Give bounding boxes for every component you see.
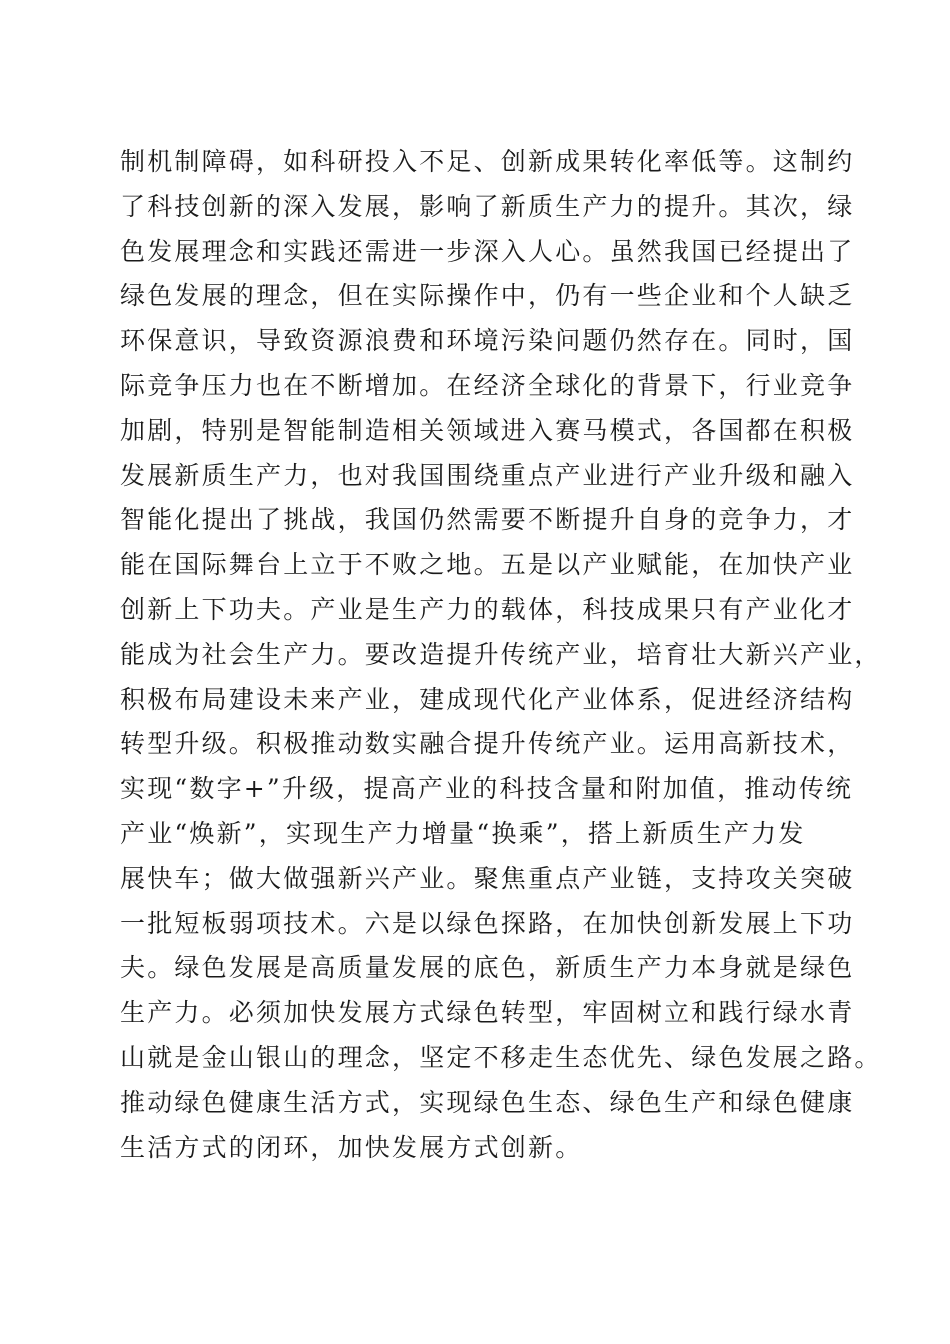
text-line-15: 实现“数字+”升级，提高产业的科技含量和附加值，推动传统 [120,774,854,804]
text-line-4: 绿色发展的理念，但在实际操作中，仍有一些企业和个人缺乏 [120,281,855,311]
text-line-14: 转型升级。积极推动数实融合提升传统产业。运用高新技术， [120,729,855,759]
body-text [120,140,882,1170]
text-line-11: 创新上下功夫。产业是生产力的载体，科技成果只有产业化才 [120,594,855,624]
text-line-20: 生产力。必须加快发展方式绿色转型，牢固树立和践行绿水青 [120,998,855,1028]
text-line-17: 展快车；做大做强新兴产业。聚焦重点产业链，支持攻关突破 [120,863,855,893]
text-line-3: 色发展理念和实践还需进一步深入人心。虽然我国已经提出了 [120,236,855,266]
text-line-22: 推动绿色健康生活方式，实现绿色生态、绿色生产和绿色健康 [120,1087,855,1117]
text-line-7: 加剧，特别是智能制造相关领域进入赛马模式，各国都在积极 [120,415,855,445]
text-line-19: 夫。绿色发展是高质量发展的底色，新质生产力本身就是绿色 [120,953,855,983]
text-line-13: 积极布局建设未来产业，建成现代化产业体系，促进经济结构 [120,684,855,714]
text-line-9: 智能化提出了挑战，我国仍然需要不断提升自身的竞争力，才 [120,505,855,535]
text-line-21: 山就是金山银山的理念，坚定不移走生态优先、绿色发展之路。 [120,1042,882,1072]
text-line-8: 发展新质生产力，也对我国围绕重点产业进行产业升级和融入 [120,460,855,490]
text-line-1: 制机制障碍，如科研投入不足、创新成果转化率低等。这制约 [120,147,855,176]
text-line-10: 能在国际舞台上立于不败之地。五是以产业赋能，在加快产业 [120,550,855,580]
text-line-5: 环保意识，导致资源浪费和环境污染问题仍然存在。同时，国 [120,326,855,356]
text-line-12: 能成为社会生产力。要改造提升传统产业，培育壮大新兴产业， [120,639,882,669]
text-line-2: 了科技创新的深入发展，影响了新质生产力的提升。其次，绿 [120,191,855,221]
text-line-6: 际竞争压力也在不断增加。在经济全球化的背景下，行业竞争 [120,370,855,400]
text-line-16: 产业“焕新”，实现生产力增量“换乘”，搭上新质生产力发 [120,818,806,848]
text-line-23: 生活方式的闭环，加快发展方式创新。 [120,1132,583,1162]
text-line-18: 一批短板弱项技术。六是以绿色探路，在加快创新发展上下功 [120,908,855,938]
